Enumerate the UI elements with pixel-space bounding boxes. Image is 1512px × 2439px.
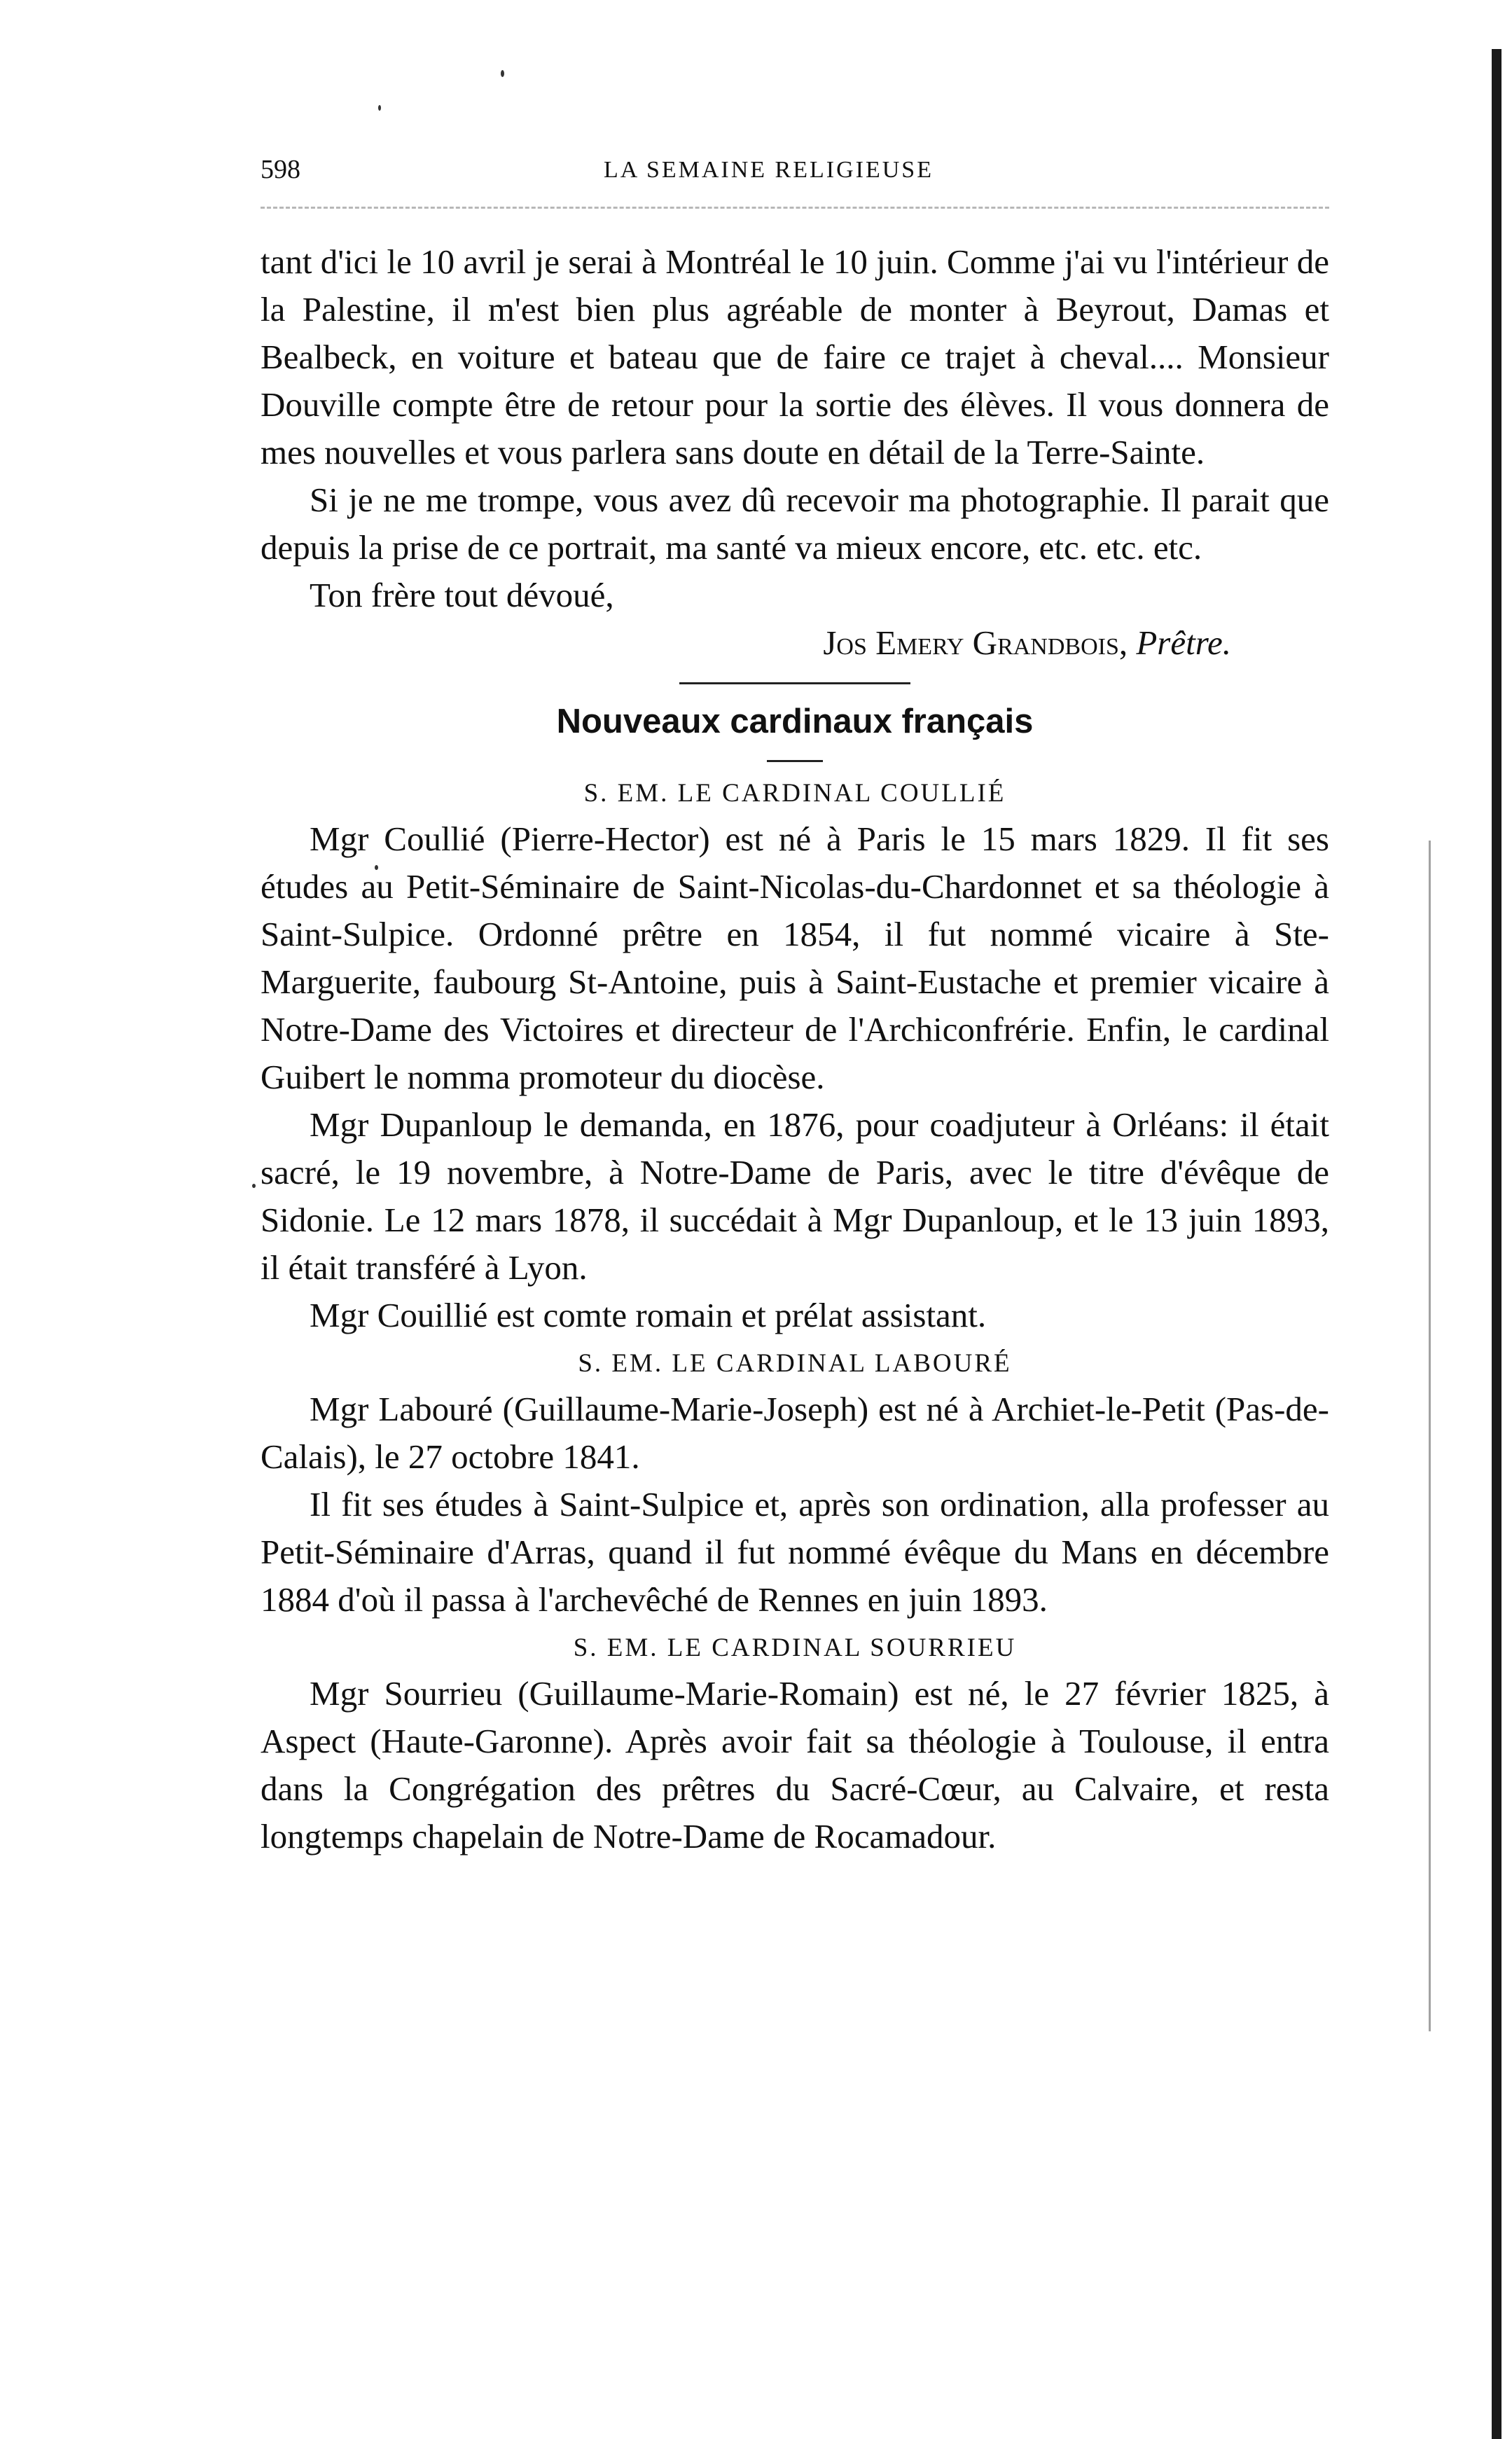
- signature-title: Prêtre.: [1136, 623, 1231, 662]
- section-heading: S. EM. LE CARDINAL SOURRIEU: [573, 1633, 1017, 1662]
- page-edge-line: [1429, 841, 1431, 2031]
- section-heading: S. EM. LE CARDINAL COULLIÉ: [583, 779, 1006, 808]
- page-edge-shadow: [1492, 49, 1501, 2439]
- title-divider: [767, 760, 823, 762]
- article-paragraph: Mgr Coullié (Pierre-Hector) est né à Paris le 15 mars 1829. Il fit ses études au Petit-Séminaire de Saint-Nicolas-du-Chardonnet et sa théologie à Saint-Sulpice. Ordonné prêtre en 1854, il fut nommé vicaire à Ste-Marguerite, faubourg St-Antoine, puis à Saint-Eustache et premier vicaire à Notre-Dame des Victoires et directeur de l'Archiconfrérie. Enfin, le cardinal Guibert le nomma promoteur du diocèse.: [261, 820, 1329, 1096]
- scan-speck: [378, 105, 381, 111]
- page-number: 598: [261, 155, 300, 184]
- article-paragraph: Mgr Couillié est comte romain et prélat assistant.: [310, 1296, 987, 1334]
- article-title: Nouveaux cardinaux français: [556, 703, 1034, 740]
- scan-speck: [501, 70, 504, 77]
- letter-paragraph: Si je ne me trompe, vous avez dû recevoir ma photographie. Il parait que depuis la prise de ce portrait, ma santé va mieux encore, etc. etc. etc.: [261, 481, 1329, 567]
- section-divider: [679, 682, 910, 684]
- running-title: LA SEMAINE RELIGIEUSE: [604, 157, 934, 183]
- document-page: [261, 140, 1329, 1856]
- running-header: [261, 140, 1329, 189]
- scan-speck: [252, 1184, 256, 1188]
- page-body: [261, 238, 1329, 1860]
- article-paragraph: Mgr Dupanloup le demanda, en 1876, pour coadjuteur à Orléans: il était sacré, le 19 novembre, à Notre-Dame de Paris, avec le titre d'évêque de Sidonie. Le 12 mars 1878, il succédait à Mgr Dupanloup, et le 13 juin 1893, il était transféré à Lyon.: [261, 1105, 1329, 1287]
- article-paragraph: Mgr Sourrieu (Guillaume-Marie-Romain) est né, le 27 février 1825, à Aspect (Haute-Garonne). Après avoir fait sa théologie à Toulouse, il entra dans la Congrégation des prêtres du Sacré-Cœur, au Calvaire, et resta longtemps chapelain de Notre-Dame de Rocamadour.: [261, 1674, 1329, 1856]
- signature-name: Jos Emery Grandbois,: [823, 623, 1128, 662]
- article-paragraph: Il fit ses études à Saint-Sulpice et, après son ordination, alla professer au Petit-Séminaire d'Arras, quand il fut nommé évêque du Mans en décembre 1884 d'où il passa à l'archevêché de Rennes en juin 1893.: [261, 1485, 1329, 1619]
- article-paragraph: Mgr Labouré (Guillaume-Marie-Joseph) est né à Archiet-le-Petit (Pas-de-Calais), le 27 octobre 1841.: [261, 1390, 1329, 1476]
- header-rule: [261, 207, 1329, 209]
- section-heading: S. EM. LE CARDINAL LABOURÉ: [578, 1349, 1012, 1378]
- letter-signature: [261, 619, 1329, 667]
- letter-paragraph: tant d'ici le 10 avril je serai à Montréal le 10 juin. Comme j'ai vu l'intérieur de la Palestine, il m'est bien plus agréable de monter à Beyrout, Damas et Bealbeck, en voiture et bateau que de faire ce trajet à cheval.... Monsieur Douville compte être de retour pour la sortie des élèves. Il vous donnera de mes nouvelles et vous parlera sans doute en détail de la Terre-Sainte.: [261, 242, 1329, 471]
- letter-closing: Ton frère tout dévoué,: [310, 576, 614, 614]
